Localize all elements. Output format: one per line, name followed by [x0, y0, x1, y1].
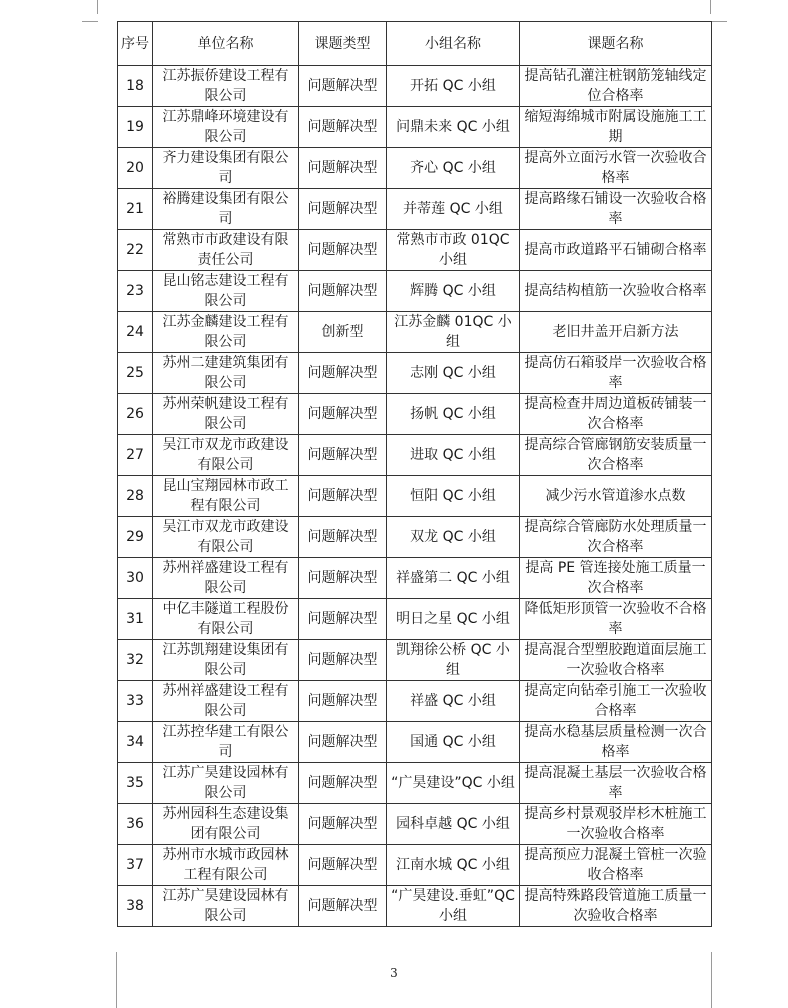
topic-type-cell: 问题解决型: [299, 148, 387, 189]
crop-mark-top-left-horizontal: [82, 21, 98, 22]
topic-type-cell: 问题解决型: [299, 517, 387, 558]
header-no: 序号: [118, 22, 153, 66]
group-name-cell: 明日之星 QC 小组: [387, 599, 520, 640]
crop-mark-top-right-vertical: [710, 0, 711, 14]
table-row: [118, 722, 712, 763]
row-number-cell: 32: [118, 640, 153, 681]
topic-type-cell: 问题解决型: [299, 394, 387, 435]
row-number-cell: 18: [118, 66, 153, 107]
row-number-cell: 27: [118, 435, 153, 476]
page-number: 3: [390, 966, 398, 980]
topic-name-cell: 提高路缘石铺设一次验收合格率: [520, 189, 712, 230]
header-type: 课题类型: [299, 22, 387, 66]
topic-type-cell: 问题解决型: [299, 435, 387, 476]
table-row: [118, 189, 712, 230]
topic-name-cell: 提高仿石箱驳岸一次验收合格率: [520, 353, 712, 394]
topic-type-cell: 创新型: [299, 312, 387, 353]
row-number-cell: 35: [118, 763, 153, 804]
group-name-cell: 常熟市市政 01QC 小组: [387, 230, 520, 271]
group-name-cell: 国通 QC 小组: [387, 722, 520, 763]
crop-mark-top-left-vertical: [97, 0, 98, 14]
group-name-cell: 祥盛第二 QC 小组: [387, 558, 520, 599]
topic-name-cell: 提高混合型塑胶跑道面层施工一次验收合格率: [520, 640, 712, 681]
table-row: [118, 681, 712, 722]
row-number-cell: 26: [118, 394, 153, 435]
topic-name-cell: 老旧井盖开启新方法: [520, 312, 712, 353]
crop-mark-bottom-left: [116, 952, 117, 1008]
unit-name-cell: 昆山铭志建设工程有限公司: [153, 271, 299, 312]
topic-name-cell: 提高定向钻牵引施工一次验收合格率: [520, 681, 712, 722]
table-row: [118, 394, 712, 435]
table-row: [118, 435, 712, 476]
topic-type-cell: 问题解决型: [299, 845, 387, 886]
table-row: [118, 640, 712, 681]
unit-name-cell: 裕腾建设集团有限公司: [153, 189, 299, 230]
row-number-cell: 20: [118, 148, 153, 189]
group-name-cell: 问鼎未来 QC 小组: [387, 107, 520, 148]
group-name-cell: 园科卓越 QC 小组: [387, 804, 520, 845]
topic-name-cell: 提高外立面污水管一次验收合格率: [520, 148, 712, 189]
table-row: [118, 353, 712, 394]
table-row: [118, 845, 712, 886]
crop-mark-top-right-horizontal: [711, 21, 727, 22]
row-number-cell: 21: [118, 189, 153, 230]
table-row: [118, 107, 712, 148]
unit-name-cell: 苏州二建建筑集团有限公司: [153, 353, 299, 394]
unit-name-cell: 吴江市双龙市政建设有限公司: [153, 517, 299, 558]
table-row: [118, 558, 712, 599]
topic-type-cell: 问题解决型: [299, 886, 387, 927]
topic-name-cell: 提高预应力混凝土管桩一次验收合格率: [520, 845, 712, 886]
unit-name-cell: 江苏振侨建设工程有限公司: [153, 66, 299, 107]
topic-name-cell: 提高特殊路段管道施工质量一次验收合格率: [520, 886, 712, 927]
topic-type-cell: 问题解决型: [299, 681, 387, 722]
row-number-cell: 28: [118, 476, 153, 517]
row-number-cell: 37: [118, 845, 153, 886]
table-row: [118, 804, 712, 845]
group-name-cell: 扬帆 QC 小组: [387, 394, 520, 435]
group-name-cell: 祥盛 QC 小组: [387, 681, 520, 722]
topic-name-cell: 提高检查井周边道板砖铺装一次合格率: [520, 394, 712, 435]
topic-name-cell: 提高综合管廊防水处理质量一次合格率: [520, 517, 712, 558]
topic-type-cell: 问题解决型: [299, 599, 387, 640]
row-number-cell: 25: [118, 353, 153, 394]
unit-name-cell: 江苏控华建工有限公司: [153, 722, 299, 763]
unit-name-cell: 昆山宝翔园林市政工程有限公司: [153, 476, 299, 517]
topic-name-cell: 提高乡村景观驳岸杉木桩施工一次验收合格率: [520, 804, 712, 845]
unit-name-cell: 齐力建设集团有限公司: [153, 148, 299, 189]
topic-type-cell: 问题解决型: [299, 66, 387, 107]
row-number-cell: 30: [118, 558, 153, 599]
group-name-cell: 并蒂莲 QC 小组: [387, 189, 520, 230]
group-name-cell: “广昊建设”QC 小组: [387, 763, 520, 804]
topic-type-cell: 问题解决型: [299, 640, 387, 681]
topic-type-cell: 问题解决型: [299, 189, 387, 230]
table-header-row: [118, 22, 712, 66]
table-row: [118, 66, 712, 107]
group-name-cell: 恒阳 QC 小组: [387, 476, 520, 517]
table-row: [118, 517, 712, 558]
header-unit: 单位名称: [153, 22, 299, 66]
unit-name-cell: 江苏广昊建设园林有限公司: [153, 886, 299, 927]
unit-name-cell: 江苏广昊建设园林有限公司: [153, 763, 299, 804]
group-name-cell: 辉腾 QC 小组: [387, 271, 520, 312]
table-row: [118, 476, 712, 517]
group-name-cell: 进取 QC 小组: [387, 435, 520, 476]
topic-name-cell: 降低矩形顶管一次验收不合格率: [520, 599, 712, 640]
unit-name-cell: 苏州祥盛建设工程有限公司: [153, 681, 299, 722]
group-name-cell: 江南水城 QC 小组: [387, 845, 520, 886]
row-number-cell: 24: [118, 312, 153, 353]
group-name-cell: 凯翔徐公桥 QC 小组: [387, 640, 520, 681]
table-row: [118, 312, 712, 353]
topic-name-cell: 提高混凝土基层一次验收合格率: [520, 763, 712, 804]
row-number-cell: 31: [118, 599, 153, 640]
table-row: [118, 271, 712, 312]
row-number-cell: 22: [118, 230, 153, 271]
topic-type-cell: 问题解决型: [299, 353, 387, 394]
table-row: [118, 230, 712, 271]
group-name-cell: 开拓 QC 小组: [387, 66, 520, 107]
topic-type-cell: 问题解决型: [299, 107, 387, 148]
unit-name-cell: 苏州荣帆建设工程有限公司: [153, 394, 299, 435]
topic-type-cell: 问题解决型: [299, 271, 387, 312]
group-name-cell: 志刚 QC 小组: [387, 353, 520, 394]
unit-name-cell: 中亿丰隧道工程股份有限公司: [153, 599, 299, 640]
row-number-cell: 23: [118, 271, 153, 312]
crop-mark-bottom-right: [711, 952, 712, 1008]
unit-name-cell: 吴江市双龙市政建设有限公司: [153, 435, 299, 476]
group-name-cell: “广昊建设.垂虹”QC 小组: [387, 886, 520, 927]
topic-type-cell: 问题解决型: [299, 804, 387, 845]
topic-name-cell: 提高结构植筋一次验收合格率: [520, 271, 712, 312]
topic-type-cell: 问题解决型: [299, 230, 387, 271]
qc-group-table: [117, 21, 712, 927]
table-row: [118, 148, 712, 189]
unit-name-cell: 江苏鼎峰环境建设有限公司: [153, 107, 299, 148]
topic-type-cell: 问题解决型: [299, 722, 387, 763]
row-number-cell: 38: [118, 886, 153, 927]
row-number-cell: 33: [118, 681, 153, 722]
topic-name-cell: 缩短海绵城市附属设施施工工期: [520, 107, 712, 148]
unit-name-cell: 常熟市市政建设有限责任公司: [153, 230, 299, 271]
unit-name-cell: 苏州市水城市政园林工程有限公司: [153, 845, 299, 886]
topic-type-cell: 问题解决型: [299, 763, 387, 804]
table-row: [118, 599, 712, 640]
topic-name-cell: 减少污水管道渗水点数: [520, 476, 712, 517]
row-number-cell: 29: [118, 517, 153, 558]
header-group: 小组名称: [387, 22, 520, 66]
unit-name-cell: 苏州园科生态建设集团有限公司: [153, 804, 299, 845]
group-name-cell: 双龙 QC 小组: [387, 517, 520, 558]
row-number-cell: 36: [118, 804, 153, 845]
topic-type-cell: 问题解决型: [299, 476, 387, 517]
topic-name-cell: 提高钻孔灌注桩钢筋笼轴线定位合格率: [520, 66, 712, 107]
header-topic: 课题名称: [520, 22, 712, 66]
unit-name-cell: 江苏凯翔建设集团有限公司: [153, 640, 299, 681]
topic-name-cell: 提高水稳基层质量检测一次合格率: [520, 722, 712, 763]
unit-name-cell: 江苏金麟建设工程有限公司: [153, 312, 299, 353]
row-number-cell: 34: [118, 722, 153, 763]
group-name-cell: 齐心 QC 小组: [387, 148, 520, 189]
group-name-cell: 江苏金麟 01QC 小组: [387, 312, 520, 353]
topic-type-cell: 问题解决型: [299, 558, 387, 599]
topic-name-cell: 提高市政道路平石铺砌合格率: [520, 230, 712, 271]
topic-name-cell: 提高 PE 管连接处施工质量一次合格率: [520, 558, 712, 599]
table-row: [118, 763, 712, 804]
topic-name-cell: 提高综合管廊钢筋安装质量一次合格率: [520, 435, 712, 476]
row-number-cell: 19: [118, 107, 153, 148]
table-row: [118, 886, 712, 927]
unit-name-cell: 苏州祥盛建设工程有限公司: [153, 558, 299, 599]
